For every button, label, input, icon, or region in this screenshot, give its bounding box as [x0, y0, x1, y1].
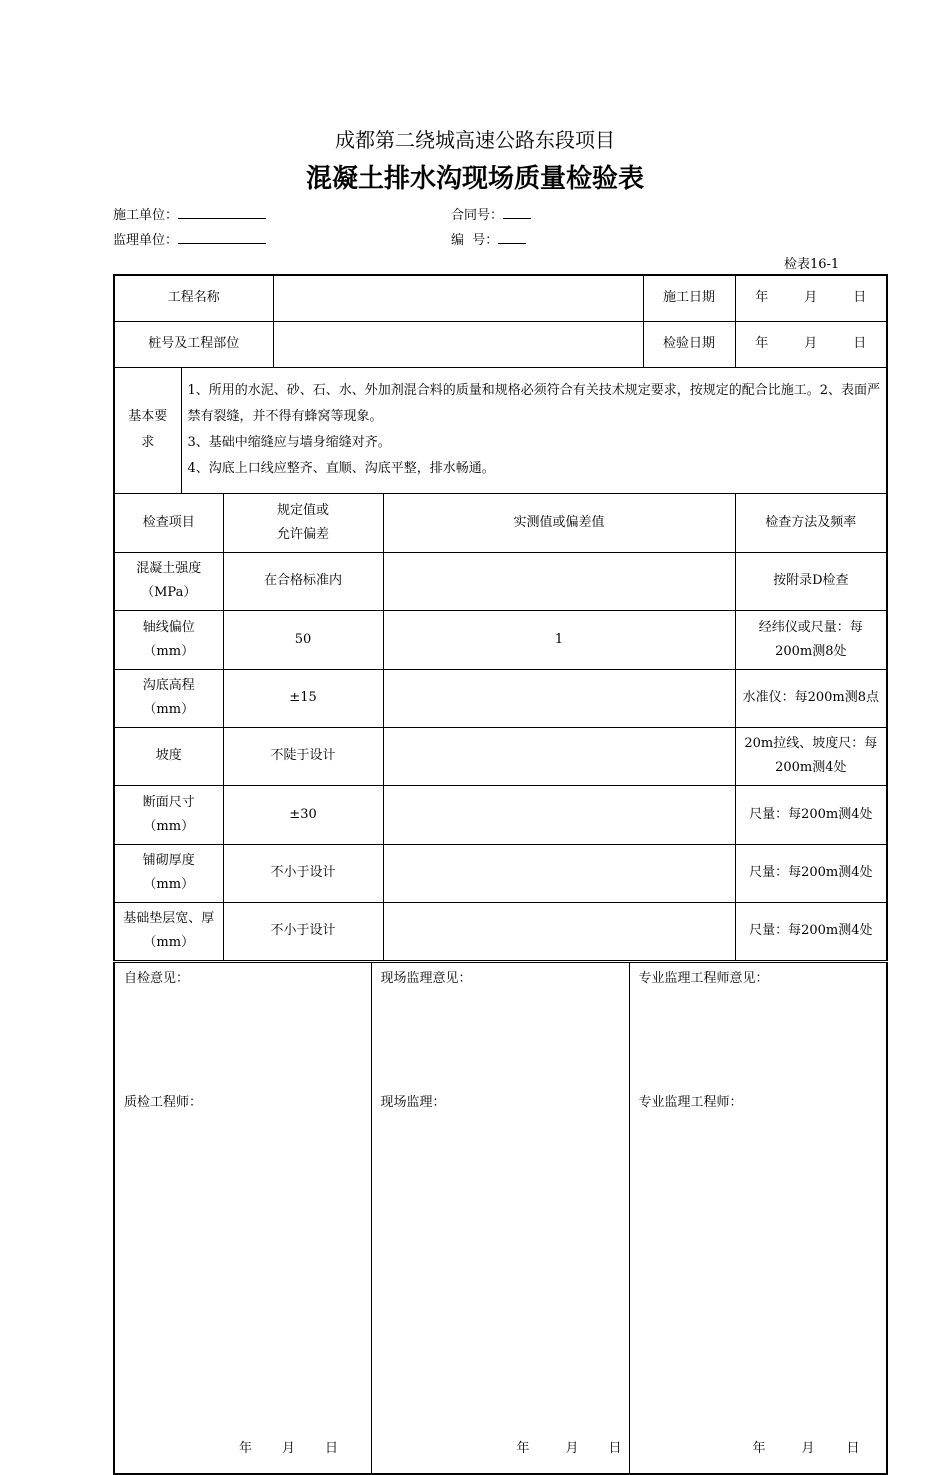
- row-item: 断面尺寸（mm）: [114, 785, 223, 844]
- date-year: 年: [516, 1441, 530, 1456]
- row-method: 经纬仪或尺量：每200m测8处: [735, 610, 887, 669]
- inspection-date-label: 检验日期: [643, 321, 735, 367]
- row-spec: 不小于设计: [223, 902, 383, 960]
- table-row: [114, 669, 887, 727]
- row-item: 沟底高程（mm）: [114, 669, 223, 727]
- date-year: 年: [752, 1441, 766, 1456]
- inspection-date-value: [735, 321, 887, 367]
- project-name-row: [114, 275, 887, 321]
- row-spec: 50: [223, 610, 383, 669]
- site-supervisor-label: 现场监理：: [380, 1095, 446, 1110]
- date-year: 年: [239, 1441, 253, 1456]
- contractor-field: [113, 204, 266, 223]
- row-measured: 1: [383, 610, 735, 669]
- requirement-line: 3、基础中缩缝应与墙身缩缝对齐。: [187, 435, 391, 450]
- requirement-line: 4、沟底上口线应整齐、直顺、沟底平整，排水畅通。: [187, 461, 495, 476]
- contract-no-label: 合同号：: [451, 208, 504, 223]
- row-method: 20m拉线、坡度尺：每200m测4处: [735, 727, 887, 785]
- specialist-engineer-label: 专业监理工程师：: [638, 1095, 743, 1110]
- row-spec: ±30: [223, 785, 383, 844]
- station-label: 桩号及工程部位: [114, 321, 273, 367]
- table-row: [114, 552, 887, 610]
- table-row: [114, 610, 887, 669]
- row-method: 尺量：每200m测4处: [735, 902, 887, 960]
- date-day: 日: [608, 1441, 622, 1456]
- row-item: 坡度: [114, 727, 223, 785]
- specialist-cell: [629, 963, 887, 1475]
- row-spec: ±15: [223, 669, 383, 727]
- date-month: 月: [804, 336, 818, 351]
- self-check-label: 自检意见：: [124, 971, 190, 986]
- construction-date-value: [735, 275, 887, 321]
- signoff-table: [113, 962, 888, 1475]
- self-check-date: [239, 1437, 338, 1461]
- column-header-row: [114, 493, 887, 552]
- project-name: 成都第二绕城高速公路东段项目: [335, 128, 615, 152]
- supervisor-field: [113, 229, 266, 248]
- date-year: 年: [755, 336, 769, 351]
- project-name-label: 工程名称: [114, 275, 273, 321]
- self-check-cell: [114, 963, 371, 1475]
- row-method: 按附录D检查: [735, 552, 887, 610]
- contract-no-field: [451, 204, 531, 223]
- site-supervision-date: [517, 1437, 622, 1461]
- page-title: 混凝土排水沟现场质量检验表: [305, 164, 644, 194]
- table-row: [114, 902, 887, 960]
- project-name-value: [273, 275, 643, 321]
- header-method: 检查方法及频率: [735, 493, 887, 552]
- row-measured: [383, 785, 735, 844]
- site-supervision-label: 现场监理意见：: [380, 971, 472, 986]
- row-method: 尺量：每200m测4处: [735, 844, 887, 902]
- header-measured: 实测值或偏差值: [383, 493, 735, 552]
- contractor-blank: [178, 204, 266, 219]
- form-code: 检表16-1: [784, 257, 840, 272]
- date-month: 月: [804, 290, 818, 306]
- table-row: [114, 844, 887, 902]
- date-month: 月: [282, 1441, 296, 1456]
- header-item: 检查项目: [114, 493, 223, 552]
- date-day: 日: [853, 336, 867, 351]
- inspection-table: [113, 274, 888, 961]
- requirements-label: 基本要求: [114, 367, 181, 493]
- row-spec: 在合格标准内: [223, 552, 383, 610]
- serial-no-label: 编 号：: [451, 233, 499, 248]
- row-item: 混凝土强度（MPa）: [114, 552, 223, 610]
- date-year: 年: [755, 290, 769, 306]
- qc-engineer-label: 质检工程师：: [124, 1095, 203, 1110]
- requirements-text: [181, 367, 887, 493]
- date-month: 月: [565, 1441, 579, 1456]
- date-day: 日: [325, 1441, 339, 1456]
- signoff-row: [114, 963, 887, 1475]
- construction-date-label: 施工日期: [643, 275, 735, 321]
- row-method: 水准仪：每200m测8点: [735, 669, 887, 727]
- date-day: 日: [846, 1441, 860, 1456]
- row-measured: [383, 844, 735, 902]
- requirement-line: 1、所用的水泥、砂、石、水、外加剂混合料的质量和规格必须符合有关技术规定要求，按规定的配合比施工。2、表面严禁有裂缝，并不得有蜂窝等现象。: [187, 383, 881, 424]
- row-method: 尺量：每200m测4处: [735, 785, 887, 844]
- header-spec: 规定值或 允许偏差: [223, 493, 383, 552]
- serial-no-blank: [498, 229, 526, 244]
- specialist-date: [753, 1437, 860, 1461]
- contractor-label: 施工单位：: [113, 208, 179, 223]
- row-measured: [383, 727, 735, 785]
- table-row: [114, 727, 887, 785]
- row-item: 轴线偏位（mm）: [114, 610, 223, 669]
- row-measured: [383, 669, 735, 727]
- site-supervision-cell: [371, 963, 629, 1475]
- supervisor-label: 监理单位：: [113, 233, 179, 248]
- row-spec: 不陡于设计: [223, 727, 383, 785]
- serial-no-field: [451, 229, 526, 248]
- row-item: 铺砌厚度（mm）: [114, 844, 223, 902]
- date-day: 日: [853, 290, 867, 306]
- row-measured: [383, 552, 735, 610]
- station-row: [114, 321, 887, 367]
- contract-no-blank: [503, 204, 531, 219]
- date-month: 月: [801, 1441, 815, 1456]
- row-measured: [383, 902, 735, 960]
- requirements-row: [114, 367, 887, 493]
- row-item: 基础垫层宽、厚（mm）: [114, 902, 223, 960]
- row-spec: 不小于设计: [223, 844, 383, 902]
- supervisor-blank: [178, 229, 266, 244]
- table-row: [114, 785, 887, 844]
- station-value: [273, 321, 643, 367]
- specialist-opinion-label: 专业监理工程师意见：: [638, 971, 769, 986]
